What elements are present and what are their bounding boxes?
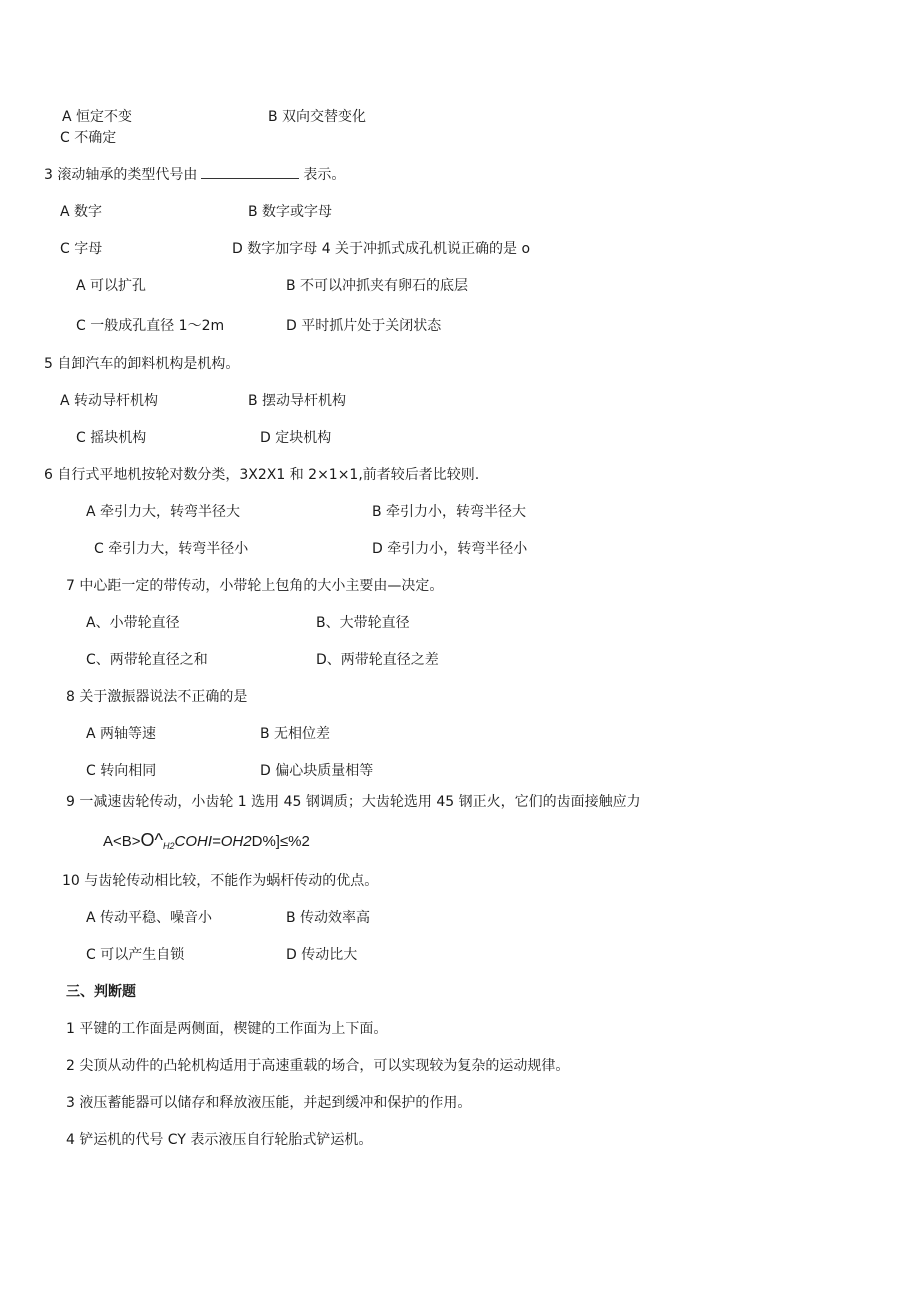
q6-option-d: D 牵引力小，转弯半径小 bbox=[372, 541, 528, 557]
q7-option-c: C、两带轮直径之和 bbox=[86, 652, 208, 668]
q2-option-c: C 不确定 bbox=[60, 130, 117, 146]
q3-suffix: 表示。 bbox=[303, 167, 346, 183]
q6-option-c: C 牵引力大，转弯半径小 bbox=[94, 541, 249, 557]
q3-option-d-and-q4-stem bbox=[232, 240, 530, 258]
q6-stem: 6 自行式平地机按轮对数分类，3X2X1 和 2×1×1,前者较后者比较则. bbox=[44, 467, 480, 483]
section3-item-2: 2 尖顶从动件的凸轮机构适用于高速重载的场合，可以实现较为复杂的运动规律。 bbox=[66, 1058, 570, 1074]
q3-blank bbox=[201, 166, 299, 179]
q8-stem: 8 关于激振器说法不正确的是 bbox=[66, 689, 248, 705]
q9-formula-subscript: H2 bbox=[162, 841, 175, 851]
q3-option-a: A 数字 bbox=[60, 204, 103, 220]
q5-stem: 5 自卸汽车的卸料机构是机构。 bbox=[44, 356, 240, 372]
q4-option-d: D 平时抓片处于关闭状态 bbox=[286, 318, 442, 334]
q2-option-b: B 双向交替变化 bbox=[268, 109, 367, 125]
q10-option-a: A 传动平稳、噪音小 bbox=[86, 910, 213, 926]
q2-option-a: A 恒定不变 bbox=[62, 109, 133, 125]
q7-option-b: B、大带轮直径 bbox=[316, 615, 410, 631]
q4-option-a: A 可以扩孔 bbox=[76, 278, 147, 294]
section3-item-3: 3 液压蓄能器可以储存和释放液压能，并起到缓冲和保护的作用。 bbox=[66, 1095, 472, 1111]
q9-formula-part4: COHI=OH2 bbox=[174, 833, 252, 850]
q4-stem: 4 关于冲抓式成孔机说正确的是 o bbox=[321, 241, 531, 257]
q9-formula-part1: A<B> bbox=[103, 833, 141, 850]
q7-stem: 7 中心距一定的带传动，小带轮上包角的大小主要由—决定。 bbox=[66, 578, 444, 594]
q3-prefix: 3 滚动轴承的类型代号由 bbox=[44, 167, 198, 183]
q5-option-a: A 转动导杆机构 bbox=[60, 393, 159, 409]
section3-item-4: 4 铲运机的代号 CY 表示液压自行轮胎式铲运机。 bbox=[66, 1132, 373, 1148]
q6-option-a: A 牵引力大，转弯半径大 bbox=[86, 504, 241, 520]
q9-formula-part5: D%]≤%2 bbox=[251, 833, 310, 850]
q6-option-b: B 牵引力小，转弯半径大 bbox=[372, 504, 527, 520]
q10-option-c: C 可以产生自锁 bbox=[86, 947, 185, 963]
q5-option-c: C 摇块机构 bbox=[76, 430, 147, 446]
q10-option-b: B 传动效率高 bbox=[286, 910, 371, 926]
q3-stem bbox=[44, 166, 345, 184]
q9-formula bbox=[103, 831, 310, 855]
q10-stem: 10 与齿轮传动相比较，不能作为蜗杆传动的优点。 bbox=[62, 873, 379, 889]
q4-option-b: B 不可以冲抓夹有卵石的底层 bbox=[286, 278, 469, 294]
q9-stem: 9 一减速齿轮传动，小齿轮 1 选用 45 钢调质；大齿轮选用 45 钢正火，它们的齿面接触应力 bbox=[66, 794, 641, 810]
q3-option-d: D 数字加字母 bbox=[232, 241, 318, 257]
q7-option-a: A、小带轮直径 bbox=[86, 615, 180, 631]
section3-item-1: 1 平键的工作面是两侧面，楔键的工作面为上下面。 bbox=[66, 1021, 388, 1037]
q8-option-d: D 偏心块质量相等 bbox=[260, 763, 374, 779]
q5-option-d: D 定块机构 bbox=[260, 430, 332, 446]
q7-option-d: D、两带轮直径之差 bbox=[316, 652, 439, 668]
q10-option-d: D 传动比大 bbox=[286, 947, 358, 963]
q8-option-a: A 两轴等速 bbox=[86, 726, 157, 742]
q8-option-c: C 转向相同 bbox=[86, 763, 157, 779]
section3-title: 三、判断题 bbox=[66, 984, 136, 1000]
q9-formula-part2: O^ bbox=[140, 830, 163, 850]
q3-option-c: C 字母 bbox=[60, 241, 103, 257]
q3-option-b: B 数字或字母 bbox=[248, 204, 333, 220]
q5-option-b: B 摆动导杆机构 bbox=[248, 393, 347, 409]
q4-option-c: C 一般成孔直径 1～2m bbox=[76, 318, 225, 334]
q8-option-b: B 无相位差 bbox=[260, 726, 331, 742]
